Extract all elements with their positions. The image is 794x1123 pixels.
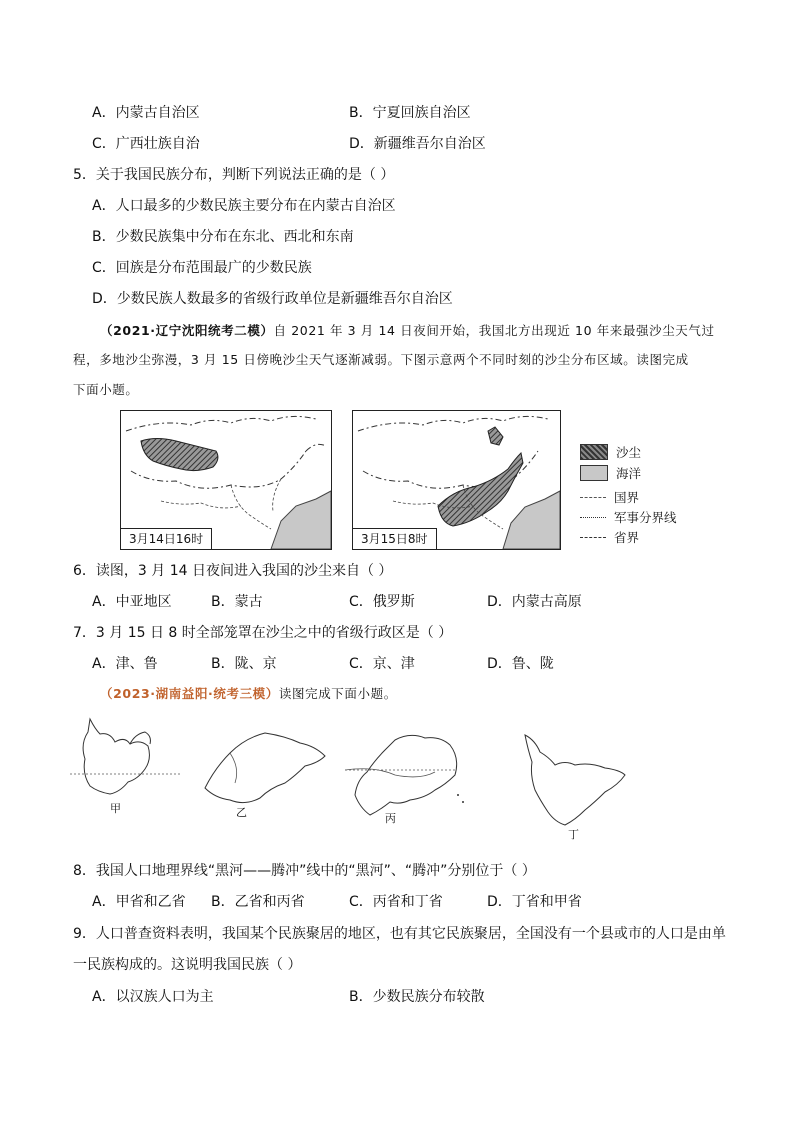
passage1-source-tag: （2021·辽宁沈阳统考二模） — [100, 323, 274, 338]
legend-national-border — [580, 488, 639, 506]
q8-option-d: D．丁省和甲省 — [487, 894, 582, 910]
passage1-line3: 下面小题。 — [73, 382, 139, 397]
q5-option-a: A．人口最多的少数民族主要分布在内蒙古自治区 — [92, 198, 396, 214]
passage1-line2: 程，多地沙尘弥漫，3 月 15 日傍晚沙尘天气逐渐减弱。下图示意两个不同时刻的沙尘分布区域。读图完成 — [73, 352, 689, 367]
province-label-jia: 甲 — [110, 802, 121, 815]
q4-option-a: A．内蒙古自治区 — [92, 105, 200, 121]
province-map-jia — [70, 714, 180, 814]
legend-sea — [580, 464, 641, 482]
province-map-bing — [345, 730, 475, 830]
province-label-bing: 丙 — [385, 812, 396, 825]
province-map-yi — [200, 728, 330, 818]
dust-swatch — [580, 444, 608, 460]
legend-sea-label: 海洋 — [616, 466, 642, 481]
q6-option-a: A．中亚地区 — [92, 594, 172, 610]
passage1-text-1: 自 2021 年 3 月 14 日夜间开始，我国北方出现近 10 年来最强沙尘天气过 — [273, 323, 715, 338]
q5-option-d: D．少数民族人数最多的省级行政单位是新疆维吾尔自治区 — [92, 291, 453, 307]
legend-military-line-label: 军事分界线 — [614, 510, 677, 525]
q7-option-d: D．鲁、陇 — [487, 656, 554, 672]
sea-swatch — [580, 465, 608, 481]
q7-option-a: A．津、鲁 — [92, 656, 158, 672]
legend-dust-label: 沙尘 — [616, 445, 642, 460]
q9-stem-line2: 一民族构成的。这说明我国民族（ ） — [73, 957, 302, 973]
passage2-text: 读图完成下面小题。 — [278, 686, 397, 701]
q5-option-b: B．少数民族集中分布在东北、西北和东南 — [92, 229, 354, 245]
province-map-ding — [510, 730, 630, 840]
q4-option-d: D．新疆维吾尔自治区 — [349, 136, 486, 152]
province-map-jia-outline — [70, 714, 180, 814]
dust-map-march14 — [120, 410, 332, 550]
q6-option-c: C．俄罗斯 — [349, 594, 415, 610]
dust-map-march15-label: 3月15日8时 — [353, 528, 437, 549]
legend-province-border — [580, 528, 639, 546]
passage2-source-tag: （2023·湖南益阳·统考三模） — [100, 686, 279, 701]
q8-option-c: C．丙省和丁省 — [349, 894, 443, 910]
legend-national-border-label: 国界 — [614, 490, 640, 505]
province-map-bing-outline — [345, 730, 475, 830]
passage1-line1 — [100, 321, 715, 341]
q8-stem: 8．我国人口地理界线“黑河——腾冲”线中的“黑河”、“腾冲”分别位于（ ） — [73, 863, 536, 879]
q9-option-a: A．以汉族人口为主 — [92, 989, 214, 1005]
q7-stem: 7．3 月 15 日 8 时全部笼罩在沙尘之中的省级行政区是（ ） — [73, 625, 453, 641]
q7-option-c: C．京、津 — [349, 656, 415, 672]
passage2-line — [100, 684, 397, 704]
q4-option-c: C．广西壮族自治 — [92, 136, 200, 152]
q5-stem: 5．关于我国民族分布，判断下列说法正确的是（ ） — [73, 167, 395, 183]
dust-map-march14-label: 3月14日16时 — [121, 528, 212, 549]
map-legend — [580, 443, 720, 553]
q5-option-c: C．回族是分布范围最广的少数民族 — [92, 260, 312, 276]
province-map-yi-outline — [200, 728, 330, 818]
legend-dust — [580, 443, 641, 461]
province-label-yi: 乙 — [236, 806, 247, 819]
q6-option-b: B．蒙古 — [211, 594, 263, 610]
q6-option-d: D．内蒙古高原 — [487, 594, 582, 610]
q6-stem: 6．读图，3 月 14 日夜间进入我国的沙尘来自（ ） — [73, 563, 393, 579]
q9-option-b: B．少数民族分布较散 — [349, 989, 485, 1005]
province-map-ding-outline — [510, 730, 630, 840]
province-label-ding: 丁 — [568, 828, 579, 841]
q9-stem-line1: 9．人口普查资料表明，我国某个民族聚居的地区，也有其它民族聚居，全国没有一个县或市的人口是由单 — [73, 926, 726, 942]
legend-province-border-label: 省界 — [614, 530, 640, 545]
military-line-swatch — [580, 517, 606, 518]
national-border-swatch — [580, 497, 606, 498]
q4-option-b: B．宁夏回族自治区 — [349, 105, 471, 121]
province-border-swatch — [580, 537, 606, 538]
q7-option-b: B．陇、京 — [211, 656, 277, 672]
dust-map-march15 — [352, 410, 561, 550]
q8-option-b: B．乙省和丙省 — [211, 894, 305, 910]
legend-military-line — [580, 508, 677, 526]
q8-option-a: A．甲省和乙省 — [92, 894, 186, 910]
